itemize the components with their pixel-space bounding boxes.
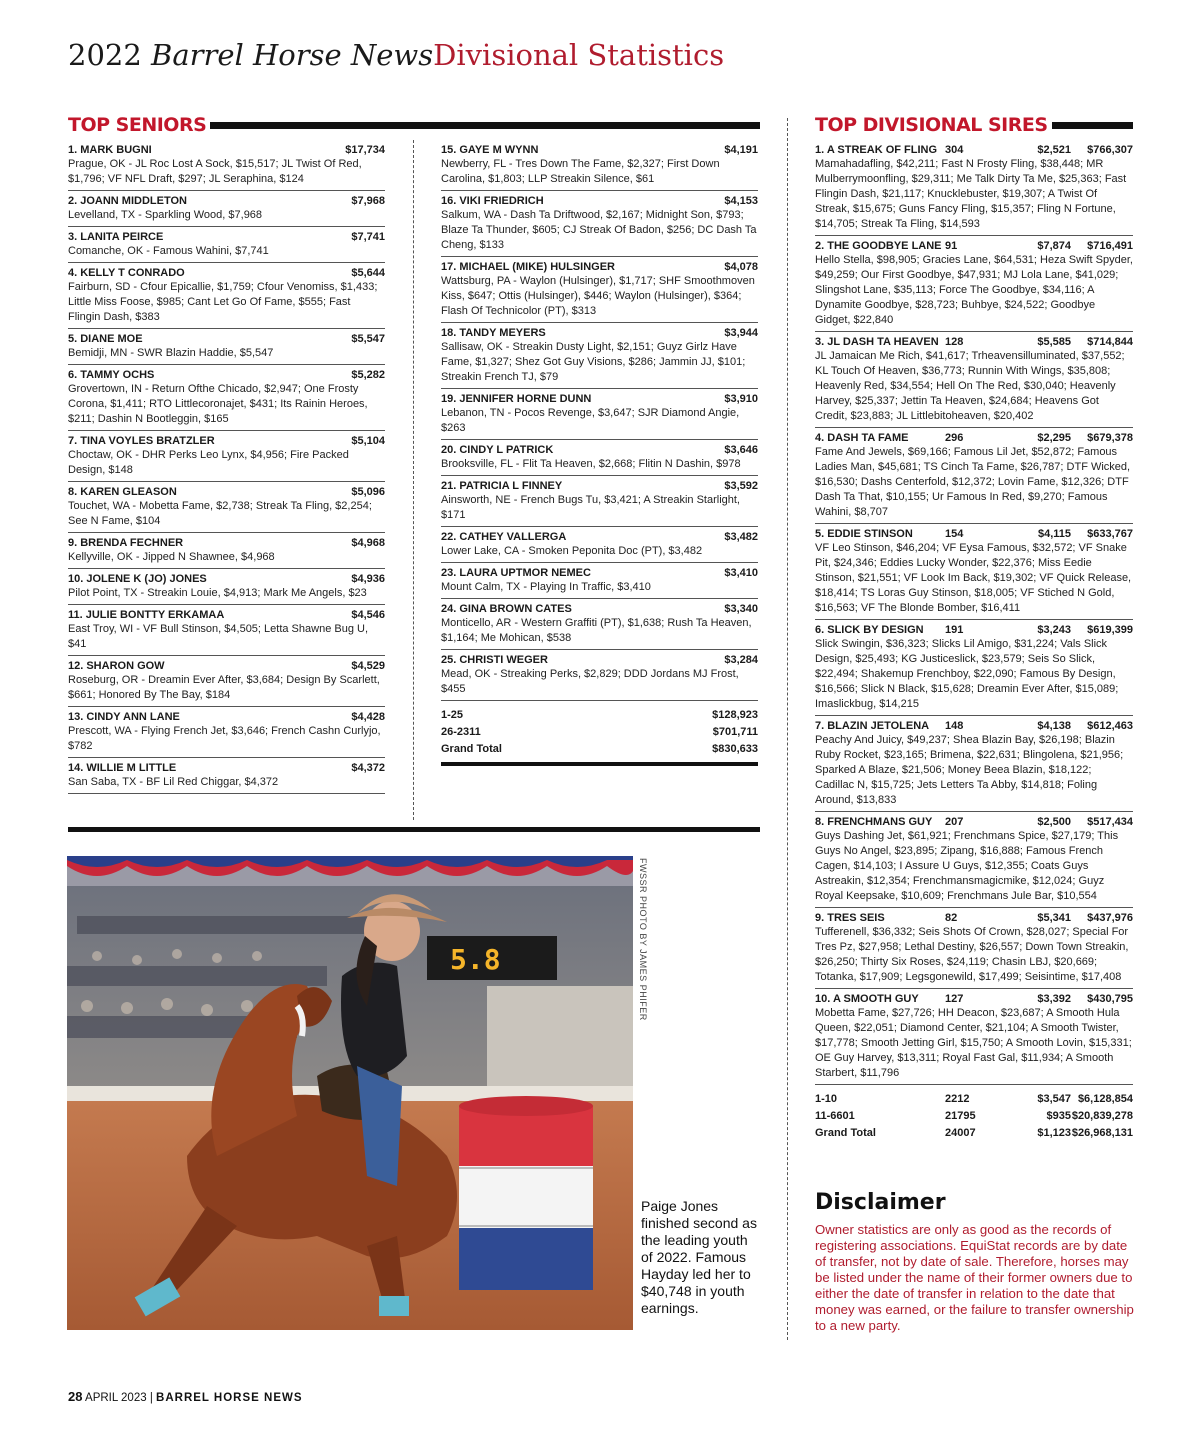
owner-amount: $3,482 (724, 531, 758, 543)
owner-horses: Kellyville, OK - Jipped N Shawnee, $4,968 (68, 551, 275, 563)
sire-entry (815, 140, 1133, 236)
owner-horses: Lebanon, TN - Pocos Revenge, $3,647; SJR Diamond Angie, $263 (441, 407, 740, 434)
owner-name: 16. VIKI FRIEDRICH (441, 195, 544, 207)
owner-entry-header (68, 368, 385, 382)
sire-total: $716,491 (1087, 240, 1133, 252)
owner-amount: $5,547 (351, 333, 385, 345)
sire-entry (815, 332, 1133, 428)
sire-totals-row (815, 1125, 1133, 1142)
totals-label: 1-10 (815, 1093, 838, 1105)
totals-count: 21795 (945, 1110, 976, 1122)
sire-offspring: Peachy And Juicy, $49,237; Shea Blazin Bay, $26,198; Blazin Ruby Rocket, $23,165; Brimena, $22,631; Blingolena, $21,956; Sparked A Blaze, $21,506; Money Beea Blazin, $18,122; Cadillac N, $15,725; Jets Letters Ta Abby, $14,818; Foling Around, $13,833 (815, 734, 1124, 806)
sire-entry (815, 524, 1133, 620)
owner-entry-header (441, 194, 758, 208)
owner-entry-header (68, 194, 385, 208)
sire-total: $633,767 (1087, 528, 1133, 540)
totals-label: 1-25 (441, 709, 464, 721)
owner-horses: Touchet, WA - Mobetta Fame, $2,738; Streak Ta Fling, $2,254; See N Fame, $104 (68, 500, 372, 527)
sire-entry-header (815, 431, 1133, 445)
sires-totals (815, 1091, 1133, 1142)
sire-name: 9. TRES SEIS (815, 912, 885, 924)
owner-name: 9. BRENDA FECHNER (68, 537, 184, 549)
owner-entry-header (68, 608, 385, 622)
owner-name: 8. KAREN GLEASON (68, 486, 177, 498)
owner-horses: Mount Calm, TX - Playing In Traffic, $3,410 (441, 581, 651, 593)
owner-horses: Choctaw, OK - DHR Perks Leo Lynx, $4,956; Fire Packed Design, $148 (68, 449, 349, 476)
owner-entry (68, 569, 385, 605)
sires-column (815, 140, 1133, 1142)
owner-entry-header (441, 143, 758, 157)
owner-name: 22. CATHEY VALLERGA (441, 531, 567, 543)
owner-amount: $3,910 (724, 393, 758, 405)
totals-average: $3,547 (1037, 1093, 1071, 1105)
column-divider-right (787, 118, 788, 1340)
sire-name: 1. A STREAK OF FLING (815, 144, 938, 156)
owner-horses: Lower Lake, CA - Smoken Peponita Doc (PT), $3,482 (441, 545, 703, 557)
owner-entry (441, 599, 758, 650)
sire-average: $5,585 (1037, 336, 1071, 348)
owner-entry (68, 227, 385, 263)
owner-entry-header (68, 572, 385, 586)
page-number: 28 (68, 1389, 83, 1404)
totals-amount: $20,839,278 (1071, 1110, 1133, 1122)
owner-entry (441, 257, 758, 323)
totals-average: $935 (1046, 1110, 1071, 1122)
owner-amount: $4,153 (724, 195, 758, 207)
owner-horses: Monticello, AR - Western Graffiti (PT), $1,638; Rush Ta Heaven, $1,164; Me Mohican, $538 (441, 617, 752, 644)
sire-name: 5. EDDIE STINSON (815, 528, 913, 540)
sire-entry (815, 908, 1133, 989)
sire-entry-header (815, 911, 1133, 925)
sire-entry (815, 428, 1133, 524)
sire-offspring: Tufferenell, $36,332; Seis Shots Of Crown, $28,027; Special For Tres Pz, $27,958; Lethal Destiny, $26,557; Down Town Streakin, $26,250; Thirty Six Roses, $24,119; Chasin LBJ, $20,669; Totanka, $17,909; Legsgonewild, $17,499; Seisintime, $17,408 (815, 926, 1129, 983)
sire-count: 296 (945, 432, 964, 444)
owner-amount: $4,078 (724, 261, 758, 273)
sire-offspring: Guys Dashing Jet, $61,921; Frenchmans Spice, $27,179; This Guys No Angel, $23,895; Zipang, $16,888; Famous French Cagen, $14,103; I Assure U Guys, $12,355; Coats Guys Astreakin, $12,354; Frenchmansmagicmike, $12,024; Guyz Royal Keepsake, $10,609; Frenchmans Jule Bar, $10,554 (815, 830, 1119, 902)
disclaimer-body: Owner statistics are only as good as the records of registering associations. EquiStat records are by date of transfer, not by date of sale. Therefore, horses may be listed under the name of their former owners due to either the date of transfer in relation to the date that money was earned, or the failure to transfer ownership to a new party. (815, 1222, 1134, 1333)
sire-name: 4. DASH TA FAME (815, 432, 909, 444)
sire-offspring: Mobetta Fame, $27,726; HH Deacon, $23,687; A Smooth Hula Queen, $22,051; Diamond Center, $21,104; A Smooth Twister, $17,778; Smooth Jetting Girl, $15,750; A Smooth Lovin, $15,331; OE Guy Harvey, $13,311; Royal Fast Gal, $11,934; A Smooth Starbert, $11,796 (815, 1007, 1132, 1079)
sire-entry-header (815, 623, 1133, 637)
scoreboard-time: 5.8 (450, 943, 501, 976)
owner-amount: $3,646 (724, 444, 758, 456)
owner-amount: $5,096 (351, 486, 385, 498)
owner-entry-header (68, 710, 385, 724)
totals-amount: $26,968,131 (1071, 1127, 1133, 1139)
seniors-totals (441, 707, 758, 766)
heading-rule (210, 122, 760, 129)
section-rule (68, 827, 760, 832)
sire-average: $2,500 (1037, 816, 1071, 828)
owner-entry-header (68, 332, 385, 346)
owner-entry-header (68, 659, 385, 673)
sire-count: 82 (945, 912, 958, 924)
sire-entry-header (815, 527, 1133, 541)
sire-entry-header (815, 719, 1133, 733)
totals-row (441, 724, 758, 741)
owner-entry-header (68, 143, 385, 157)
owner-entry-header (441, 326, 758, 340)
owner-horses: Grovertown, IN - Return Ofthe Chicado, $2,947; One Frosty Corona, $1,411; RTO Littlecoronajet, $431; Its Rainin Heroes, $211; Dashin N Bootleggin, $165 (68, 383, 368, 425)
owner-name: 6. TAMMY OCHS (68, 369, 155, 381)
sire-average: $4,115 (1037, 528, 1071, 540)
owner-amount: $17,734 (345, 144, 385, 156)
owner-entry (68, 605, 385, 656)
owner-entry (68, 707, 385, 758)
sire-name: 6. SLICK BY DESIGN (815, 624, 924, 636)
sire-average: $3,243 (1037, 624, 1071, 636)
barrel-racing-photo (67, 856, 633, 1330)
owner-entry-header (68, 266, 385, 280)
sire-total: $714,844 (1087, 336, 1133, 348)
owner-entry (68, 329, 385, 365)
sire-average: $2,521 (1037, 144, 1071, 156)
top-sires-title: TOP DIVISIONAL SIRES (815, 114, 1048, 136)
sire-entry (815, 236, 1133, 332)
owner-horses: Ainsworth, NE - French Bugs Tu, $3,421; A Streakin Starlight, $171 (441, 494, 740, 521)
owner-name: 17. MICHAEL (MIKE) HULSINGER (441, 261, 615, 273)
owner-horses: Brooksville, FL - Flit Ta Heaven, $2,668; Flitin N Dashin, $978 (441, 458, 741, 470)
owner-entry-header (441, 260, 758, 274)
sire-count: 148 (945, 720, 964, 732)
sire-average: $2,295 (1037, 432, 1071, 444)
owner-name: 23. LAURA UPTMOR NEMEC (441, 567, 591, 579)
owner-entry-header (441, 443, 758, 457)
owner-entry (68, 758, 385, 794)
owner-entry (441, 389, 758, 440)
seniors-left-column (68, 140, 385, 794)
sire-count: 127 (945, 993, 964, 1005)
sire-count: 304 (945, 144, 964, 156)
owner-horses: Mead, OK - Streaking Perks, $2,829; DDD Jordans MJ Frost, $455 (441, 668, 739, 695)
owner-entry (68, 482, 385, 533)
owner-horses: Bemidji, MN - SWR Blazin Haddie, $5,547 (68, 347, 274, 359)
owner-horses: Comanche, OK - Famous Wahini, $7,741 (68, 245, 269, 257)
owner-entry-header (441, 530, 758, 544)
owner-entry (441, 323, 758, 389)
disclaimer-title: Disclaimer (815, 1190, 946, 1215)
totals-count: 2212 (945, 1093, 970, 1105)
photo-illustration (67, 856, 633, 1330)
top-seniors-heading (68, 110, 760, 140)
owner-horses: Wattsburg, PA - Waylon (Hulsinger), $1,717; SHF Smoothmoven Kiss, $647; Ottis (Hulsinger), $446; Waylon (Hulsinger), $364; Flash Of Technicolor (PT), $313 (441, 275, 755, 317)
sire-total: $679,378 (1087, 432, 1133, 444)
owner-entry-header (68, 536, 385, 550)
owner-name: 10. JOLENE K (JO) JONES (68, 573, 207, 585)
totals-amount: $701,711 (712, 726, 758, 738)
owner-name: 18. TANDY MEYERS (441, 327, 546, 339)
photo-caption: Paige Jones finished second as the leading youth of 2022. Famous Hayday led her to $40,748 in youth earnings. (641, 1198, 757, 1316)
owner-entry (441, 140, 758, 191)
owner-horses: Roseburg, OR - Dreamin Ever After, $3,684; Design By Scarlett, $661; Honored By The Bay, $184 (68, 674, 380, 701)
owner-entry-header (441, 566, 758, 580)
sire-totals-row (815, 1108, 1133, 1125)
owner-entry (441, 191, 758, 257)
owner-horses: Prescott, WA - Flying French Jet, $3,646; French Cashn Curlyjo, $782 (68, 725, 381, 752)
sire-count: 191 (945, 624, 964, 636)
sire-total: $517,434 (1087, 816, 1133, 828)
issue-date: APRIL 2023 (85, 1392, 147, 1404)
owner-entry (68, 263, 385, 329)
sire-totals-row (815, 1091, 1133, 1108)
totals-row (441, 741, 758, 758)
owner-horses: Pilot Point, TX - Streakin Louie, $4,913; Mark Me Angels, $23 (68, 587, 367, 599)
totals-label: Grand Total (441, 743, 502, 755)
photo-credit: FWSSR PHOTO BY JAMES PHIFER (638, 858, 648, 1021)
owner-amount: $5,282 (351, 369, 385, 381)
totals-amount: $830,633 (712, 743, 758, 755)
owner-name: 4. KELLY T CONRADO (68, 267, 185, 279)
owner-amount: $5,644 (351, 267, 385, 279)
footer-separator: | (149, 1392, 153, 1404)
totals-amount: $128,923 (712, 709, 758, 721)
owner-entry (441, 527, 758, 563)
owner-entry-header (68, 434, 385, 448)
owner-horses: Salkum, WA - Dash Ta Driftwood, $2,167; Midnight Son, $793; Blaze Ta Thunder, $605; CJ Streak Of Badon, $256; DC Dash Ta Cheng, $133 (441, 209, 757, 251)
owner-horses: Sallisaw, OK - Streakin Dusty Light, $2,151; Guyz Girlz Have Fame, $1,327; Shez Got Guy Visions, $286; Jammin JJ, $101; Streakin French TJ, $79 (441, 341, 746, 383)
owner-name: 1. MARK BUGNI (68, 144, 152, 156)
owner-amount: $5,104 (351, 435, 385, 447)
top-sires-heading (815, 110, 1133, 140)
sire-offspring: VF Leo Stinson, $46,204; VF Eysa Famous, $32,572; VF Snake Pit, $24,346; Eddies Lucky Wonder, $22,376; Miss Eedie Stinson, $21,551; VF Look Im Back, $19,302; VF Quick Release, $18,414; TS Loras Guy Stinson, $18,005; VF Stiched N Gold, $16,563; VF The Blonde Bomber, $16,411 (815, 542, 1132, 614)
owner-entry (68, 533, 385, 569)
owner-horses: East Troy, WI - VF Bull Stinson, $4,505; Letta Shawne Bug U, $41 (68, 623, 368, 650)
owner-name: 5. DIANE MOE (68, 333, 143, 345)
owner-horses: Fairburn, SD - Cfour Epicallie, $1,759; Cfour Venomiss, $1,433; Little Miss Foose, $985; Cant Let Go Of Fame, $555; Fast Flingin Dash, $383 (68, 281, 378, 323)
owner-name: 24. GINA BROWN CATES (441, 603, 572, 615)
owner-name: 13. CINDY ANN LANE (68, 711, 180, 723)
owner-name: 20. CINDY L PATRICK (441, 444, 554, 456)
sire-average: $7,874 (1037, 240, 1071, 252)
owner-entry (68, 140, 385, 191)
owner-horses: San Saba, TX - BF Lil Red Chiggar, $4,372 (68, 776, 279, 788)
sire-entry (815, 716, 1133, 812)
owner-amount: $3,592 (724, 480, 758, 492)
owner-amount: $7,741 (351, 231, 385, 243)
page-footer (68, 1389, 303, 1404)
title-year: 2022 (68, 38, 142, 72)
title-rest: Divisional Statistics (433, 38, 725, 72)
owner-amount: $3,944 (724, 327, 758, 339)
owner-entry (68, 656, 385, 707)
owner-amount: $4,191 (724, 144, 758, 156)
owner-name: 15. GAYE M WYNN (441, 144, 539, 156)
sire-name: 2. THE GOODBYE LANE (815, 240, 942, 252)
sire-entry-header (815, 992, 1133, 1006)
sire-entry (815, 812, 1133, 908)
owner-name: 2. JOANN MIDDLETON (68, 195, 187, 207)
sire-average: $5,341 (1037, 912, 1071, 924)
owner-entry-header (68, 485, 385, 499)
owner-name: 21. PATRICIA L FINNEY (441, 480, 563, 492)
column-divider (413, 140, 414, 820)
sire-count: 154 (945, 528, 964, 540)
sire-entry (815, 620, 1133, 716)
owner-amount: $4,546 (351, 609, 385, 621)
sire-count: 91 (945, 240, 958, 252)
top-seniors-title: TOP SENIORS (68, 114, 207, 136)
sire-offspring: Fame And Jewels, $69,166; Famous Lil Jet, $52,872; Famous Ladies Man, $45,681; TS Cinch Ta Fame, $26,787; DTF Wicked, $16,530; Dashs Centerfold, $12,372; Lovin Fame, $12,326; DTF Dash Ta That, $10,155; Ur Famous In Red, $9,270; Famous Wahini, $8,707 (815, 446, 1131, 518)
totals-average: $1,123 (1037, 1127, 1071, 1139)
heading-rule (1052, 122, 1133, 129)
sire-entry-header (815, 815, 1133, 829)
owner-horses: Levelland, TX - Sparkling Wood, $7,968 (68, 209, 263, 221)
totals-label: Grand Total (815, 1127, 876, 1139)
owner-entry-header (68, 761, 385, 775)
owner-horses: Prague, OK - JL Roc Lost A Sock, $15,517; JL Twist Of Red, $1,796; VF NFL Draft, $297; JL Seraphina, $124 (68, 158, 362, 185)
owner-entry (68, 191, 385, 227)
sire-count: 207 (945, 816, 964, 828)
sire-entry-header (815, 239, 1133, 253)
owner-name: 25. CHRISTI WEGER (441, 654, 548, 666)
owner-amount: $3,284 (724, 654, 758, 666)
owner-entry-header (441, 392, 758, 406)
owner-horses: Newberry, FL - Tres Down The Fame, $2,327; First Down Carolina, $1,803; LLP Streakin Silence, $61 (441, 158, 720, 185)
page-title (68, 38, 724, 72)
sire-offspring: JL Jamaican Me Rich, $41,617; Trheavensilluminated, $37,552; KL Touch Of Heaven, $36,773; Runnin With Wings, $35,808; Heavenly Red, $34,554; Hell On The Red, $30,040; Heavenly Harvey, $25,337; Jettin Ta Heaven, $24,684; Heavens Got Credit, $23,883; JL Littlebitoheaven, $20,402 (815, 350, 1125, 422)
seniors-right-column (441, 140, 758, 766)
sire-offspring: Slick Swingin, $36,323; Slicks Lil Amigo, $31,224; Vals Slick Design, $25,493; KG Justiceslick, $23,579; Seis So Slick, $22,494; Shakemup Frenchboy, $22,090; Famous By Design, $16,566; Slick N Black, $15,628; Dreamin Ever After, $15,089; Imaslickbug, $14,215 (815, 638, 1119, 710)
sire-count: 128 (945, 336, 964, 348)
sire-average: $4,138 (1037, 720, 1071, 732)
sire-entry-header (815, 335, 1133, 349)
sire-offspring: Mamahadafling, $42,211; Fast N Frosty Fling, $38,448; MR Mulberrymoonfling, $29,311; Me Talk Dirty Ta Me, $25,363; Fast Flingin Dash, $21,117; Knucklebuster, $19,307; A Twist Of Streak, $15,675; Guns Fancy Fling, $15,357; Fling N Fortune, $14,705; Streak Ta Fling, $14,593 (815, 158, 1127, 230)
owner-name: 11. JULIE BONTTY ERKAMAA (68, 609, 225, 621)
sire-total: $437,976 (1087, 912, 1133, 924)
footer-magazine: BARREL HORSE NEWS (156, 1392, 303, 1404)
sire-name: 3. JL DASH TA HEAVEN (815, 336, 939, 348)
sire-offspring: Hello Stella, $98,905; Gracies Lane, $64,531; Heza Swift Spyder, $49,259; Our First Goodbye, $47,931; MJ Lola Lane, $41,029; Slingshot Lane, $35,113; Force The Goodbye, $34,116; A Dynamite Goodbye, $28,723; Buhbye, $24,522; Goodbye Gidget, $22,840 (815, 254, 1133, 326)
owner-entry-header (68, 230, 385, 244)
sire-name: 10. A SMOOTH GUY (815, 993, 919, 1005)
owner-entry (441, 476, 758, 527)
owner-name: 12. SHARON GOW (68, 660, 165, 672)
sire-average: $3,392 (1037, 993, 1071, 1005)
owner-amount: $4,428 (351, 711, 385, 723)
owner-entry (68, 365, 385, 431)
owner-entry (441, 650, 758, 701)
totals-row (441, 707, 758, 724)
owner-entry-header (441, 653, 758, 667)
sire-entry-header (815, 143, 1133, 157)
sire-total: $619,399 (1087, 624, 1133, 636)
owner-amount: $3,340 (724, 603, 758, 615)
owner-amount: $4,372 (351, 762, 385, 774)
owner-amount: $3,410 (724, 567, 758, 579)
totals-label: 26-2311 (441, 726, 481, 738)
owner-amount: $4,936 (351, 573, 385, 585)
owner-name: 7. TINA VOYLES BRATZLER (68, 435, 215, 447)
sire-name: 8. FRENCHMANS GUY (815, 816, 933, 828)
title-magazine: Barrel Horse News (151, 38, 434, 72)
owner-entry-header (441, 602, 758, 616)
totals-label: 11-6601 (815, 1110, 855, 1122)
owner-amount: $4,968 (351, 537, 385, 549)
owner-entry (441, 563, 758, 599)
sire-name: 7. BLAZIN JETOLENA (815, 720, 930, 732)
sire-total: $612,463 (1087, 720, 1133, 732)
owner-entry (68, 431, 385, 482)
owner-amount: $7,968 (351, 195, 385, 207)
owner-amount: $4,529 (351, 660, 385, 672)
sire-total: $430,795 (1087, 993, 1133, 1005)
sire-entry (815, 989, 1133, 1085)
owner-entry-header (441, 479, 758, 493)
sire-total: $766,307 (1087, 144, 1133, 156)
owner-name: 14. WILLIE M LITTLE (68, 762, 177, 774)
totals-amount: $6,128,854 (1077, 1093, 1133, 1105)
totals-count: 24007 (945, 1127, 976, 1139)
owner-name: 3. LANITA PEIRCE (68, 231, 164, 243)
owner-entry (441, 440, 758, 476)
owner-name: 19. JENNIFER HORNE DUNN (441, 393, 592, 405)
